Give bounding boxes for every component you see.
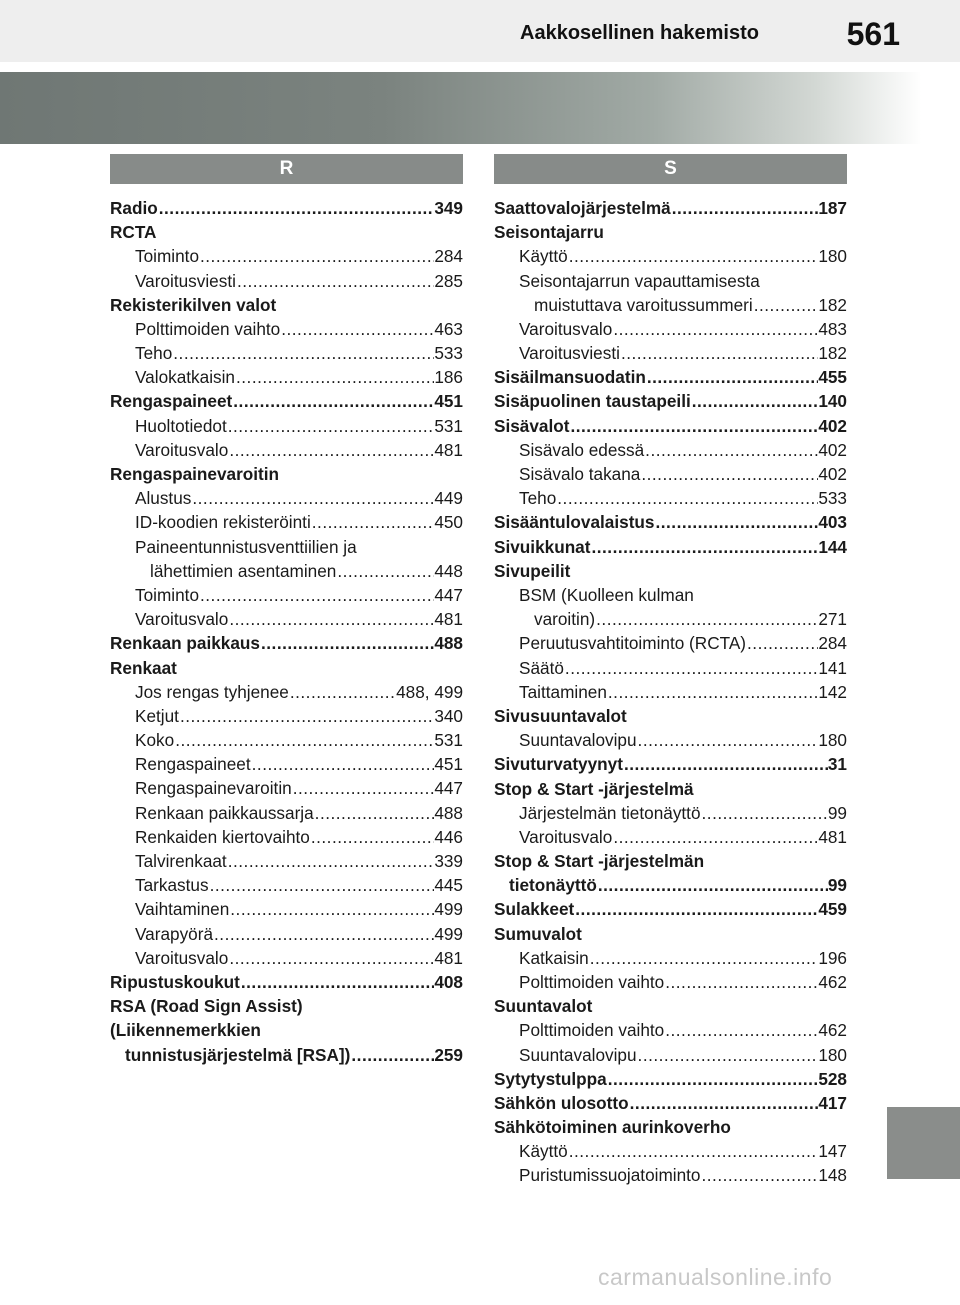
index-entry-term: Vaihtaminen: [135, 899, 230, 920]
index-entry-page: 403: [818, 512, 847, 533]
index-entry: [494, 897, 847, 921]
index-entry-page: 99: [827, 802, 847, 823]
index-entry: [110, 1043, 463, 1067]
index-entry-page: 447: [434, 778, 463, 799]
index-entry-term: Toiminto: [135, 246, 199, 267]
index-entry-page: 450: [434, 512, 463, 533]
index-entry: [494, 414, 847, 438]
index-entry: [494, 486, 847, 510]
index-entry: [494, 1018, 847, 1042]
index-entry-term: Sivuturvatyynyt: [494, 754, 623, 775]
index-entry-page: 528: [818, 1068, 847, 1089]
index-heading: Renkaat: [110, 657, 177, 678]
index-entry-term: Varoitusviesti: [519, 343, 620, 364]
index-entry-term: Polttimoiden vaihto: [519, 1020, 665, 1041]
index-entry-term: Suuntavalovipu: [519, 730, 637, 751]
index-entry-page: 182: [818, 294, 847, 315]
dot-leader: [179, 704, 434, 728]
dot-leader: [701, 1163, 819, 1187]
index-entry: [494, 946, 847, 970]
dot-leader: [701, 801, 828, 825]
index-entry-page: 340: [434, 705, 463, 726]
index-entry-page: 483: [818, 318, 847, 339]
index-entry-term: Sytytystulppa: [494, 1068, 607, 1089]
index-entry: [494, 1043, 847, 1067]
index-entry-term: Renkaan paikkaus: [110, 633, 260, 654]
dot-leader: [590, 535, 818, 559]
index-entry-page: 499: [434, 923, 463, 944]
index-list-r: [110, 196, 463, 1067]
index-entry: [110, 946, 463, 970]
index-entry: [494, 631, 847, 655]
index-entry-term: ID-koodien rekisteröinti: [135, 512, 311, 533]
index-entry-page: 144: [818, 536, 847, 557]
index-entry: [494, 293, 847, 317]
dot-leader: [228, 607, 434, 631]
index-entry-term: Teho: [135, 343, 173, 364]
index-entry-term: Sisääntulovalaistus: [494, 512, 655, 533]
dot-leader: [589, 946, 819, 970]
index-entry: [110, 849, 463, 873]
dot-leader: [280, 317, 434, 341]
dot-leader: [595, 607, 818, 631]
chapter-tab: [887, 1107, 960, 1179]
index-entry-term: Sähkön ulosotto: [494, 1092, 629, 1113]
index-entry: [494, 462, 847, 486]
index-entry-term: Alustus: [135, 488, 192, 509]
index-entry-page: 488: [434, 633, 463, 654]
index-entry: [110, 777, 463, 801]
index-entry: [110, 583, 463, 607]
index-subheading: Paineentunnistusventtiilien ja: [135, 536, 357, 557]
index-entry-page: 462: [818, 1020, 847, 1041]
index-entry: [110, 970, 463, 994]
index-entry: [494, 317, 847, 341]
index-entry-term: Taittaminen: [519, 681, 607, 702]
index-entry-page: 499: [434, 899, 463, 920]
dot-leader: [664, 970, 818, 994]
dot-leader: [310, 825, 434, 849]
index-entry-term: Tarkastus: [135, 875, 209, 896]
dot-leader: [209, 873, 435, 897]
index-subheading: BSM (Kuolleen kulman: [519, 585, 694, 605]
index-entry-page: 533: [434, 343, 463, 364]
index-entry: [110, 438, 463, 462]
dot-leader: [172, 341, 434, 365]
index-entry-term: Ketjut: [135, 705, 179, 726]
index-entry: [110, 244, 463, 268]
dot-leader: [251, 752, 435, 776]
index-entry: [110, 196, 463, 220]
index-entry-page: 455: [818, 367, 847, 388]
index-entry-term: varoitin): [534, 609, 596, 630]
dot-leader: [746, 631, 818, 655]
dot-leader: [607, 1067, 819, 1091]
index-entry-page: 459: [818, 899, 847, 920]
dot-leader: [691, 389, 819, 413]
index-entry: [110, 704, 463, 728]
index-heading: Sumuvalot: [494, 923, 582, 944]
dot-leader: [671, 196, 819, 220]
index-subheading: Seisontajarrun vapauttamisesta: [519, 270, 760, 291]
index-entry-page: 99: [827, 875, 847, 896]
dot-leader: [314, 801, 435, 825]
index-entry-page: 284: [434, 246, 463, 267]
index-entry-page: 481: [434, 609, 463, 630]
index-entry: [494, 970, 847, 994]
index-entry-term: Peruutusvahtitoiminto (RCTA): [519, 633, 747, 654]
index-heading: Suuntavalot: [494, 996, 593, 1017]
index-entry-term: Käyttö: [519, 1141, 568, 1162]
index-entry: [110, 825, 463, 849]
index-entry-term: Polttimoiden vaihto: [519, 971, 665, 992]
index-entry-term: Katkaisin: [519, 947, 589, 968]
index-entry-term: muistuttava varoitussummeri: [534, 294, 753, 315]
index-entry: [110, 559, 463, 583]
index-entry-page: 147: [818, 1141, 847, 1162]
index-heading: Seisontajarru: [494, 222, 604, 243]
index-entry-page: 446: [434, 826, 463, 847]
index-entry-term: Sisäilmansuodatin: [494, 367, 646, 388]
index-column-s: [494, 154, 847, 1188]
index-entry-term: Sivuikkunat: [494, 536, 591, 557]
index-entry: [110, 631, 463, 655]
index-entry: [110, 510, 463, 534]
index-entry-page: 271: [818, 609, 847, 630]
dot-leader: [229, 897, 434, 921]
index-heading: Stop & Start -järjestelmä: [494, 778, 694, 799]
dot-leader: [564, 656, 818, 680]
index-entry-term: Koko: [135, 730, 175, 751]
index-entry-page: 402: [818, 439, 847, 460]
index-entry-page: 463: [434, 318, 463, 339]
index-entry-page: 196: [818, 947, 847, 968]
index-entry-term: lähettimien asentaminen: [150, 560, 337, 581]
index-entry-page: 488: [434, 802, 463, 823]
index-entry-page: 285: [434, 270, 463, 291]
index-entry-term: Huoltotiedot: [135, 415, 227, 436]
index-entry: [110, 365, 463, 389]
index-entry: [110, 680, 463, 704]
index-entry: [494, 438, 847, 462]
index-entry-term: Valokatkaisin: [135, 367, 235, 388]
index-entry-term: Talvirenkaat: [135, 851, 227, 872]
dot-leader: [644, 438, 818, 462]
index-entry-term: Sulakkeet: [494, 899, 575, 920]
index-entry: [494, 1164, 847, 1188]
index-entry-term: Käyttö: [519, 246, 568, 267]
index-entry: [494, 365, 847, 389]
dot-leader: [191, 486, 434, 510]
index-entry-page: 284: [818, 633, 847, 654]
dot-leader: [232, 389, 434, 413]
index-entry-term: Rengaspaineet: [110, 391, 233, 412]
dot-leader: [199, 244, 434, 268]
index-entry-term: Renkaan paikkaussarja: [135, 802, 314, 823]
index-entry-term: Toiminto: [135, 584, 199, 605]
dot-leader: [158, 196, 435, 220]
index-entry-page: 531: [434, 415, 463, 436]
index-entry-term: Puristumissuojatoiminto: [519, 1165, 701, 1186]
index-entry: [494, 1067, 847, 1091]
dot-leader: [664, 1018, 818, 1042]
index-entry-page: 186: [434, 367, 463, 388]
index-entry-page: 182: [818, 343, 847, 364]
index-entry-term: Sisävalo edessä: [519, 439, 645, 460]
index-entry: [494, 390, 847, 414]
index-entry-term: Sisäpuolinen taustapeili: [494, 391, 691, 412]
dot-leader: [569, 414, 818, 438]
dot-leader: [236, 269, 434, 293]
index-entry: [110, 486, 463, 510]
index-entry: [494, 244, 847, 268]
index-entry: [494, 752, 847, 776]
section-header-s: S: [494, 154, 847, 184]
dot-leader: [292, 776, 435, 800]
dot-leader: [637, 1043, 819, 1067]
index-entry-page: 533: [818, 488, 847, 509]
index-entry: [494, 728, 847, 752]
dot-leader: [623, 752, 828, 776]
index-entry: [494, 535, 847, 559]
dot-leader: [199, 583, 434, 607]
index-entry-page: 180: [818, 1044, 847, 1065]
index-entry: [494, 801, 847, 825]
index-entry-term: Renkaiden kiertovaihto: [135, 826, 310, 847]
index-entry-term: Suuntavalovipu: [519, 1044, 637, 1065]
index-entry: [110, 341, 463, 365]
index-entry-term: Jos rengas tyhjenee: [135, 681, 289, 702]
dot-leader: [568, 1139, 819, 1163]
index-entry-term: Varoitusvalo: [135, 947, 229, 968]
index-entry-page: 349: [434, 197, 463, 218]
index-entry: [494, 825, 847, 849]
index-entry-term: Varoitusvalo: [135, 439, 229, 460]
index-entry: [110, 607, 463, 631]
index-entry-page: 481: [434, 439, 463, 460]
dot-leader: [228, 946, 434, 970]
dot-leader: [260, 631, 434, 655]
index-entry-page: 481: [434, 947, 463, 968]
dot-leader: [574, 897, 818, 921]
index-entry-page: 180: [818, 730, 847, 751]
dot-leader: [654, 510, 818, 534]
dot-leader: [612, 825, 818, 849]
dot-leader: [629, 1091, 819, 1115]
index-entry-page: 408: [434, 971, 463, 992]
index-entry: [110, 269, 463, 293]
dot-leader: [350, 1043, 434, 1067]
index-entry-term: Ripustuskoukut: [110, 971, 240, 992]
dot-leader: [240, 970, 434, 994]
index-entry-page: 449: [434, 488, 463, 509]
index-entry-term: Varoitusvalo: [135, 609, 229, 630]
index-entry: [494, 1091, 847, 1115]
index-heading: RCTA: [110, 222, 157, 243]
index-entry-page: 488, 499: [396, 681, 463, 702]
index-entry-page: 180: [818, 246, 847, 267]
index-entry: [110, 414, 463, 438]
dot-leader: [597, 873, 828, 897]
index-entry-page: 402: [818, 415, 847, 436]
dot-leader: [556, 486, 818, 510]
index-entry-term: Varapyörä: [135, 923, 214, 944]
dot-leader: [174, 728, 434, 752]
index-entry-page: 339: [434, 851, 463, 872]
index-heading: Stop & Start -järjestelmän: [494, 851, 705, 872]
decorative-banner: [0, 72, 960, 144]
dot-leader: [620, 341, 818, 365]
index-entry: [110, 897, 463, 921]
index-heading: (Liikennemerkkien: [110, 1020, 261, 1041]
index-column-r: [110, 154, 463, 1067]
dot-leader: [213, 922, 434, 946]
index-entry-page: 187: [818, 197, 847, 218]
dot-leader: [637, 728, 819, 752]
index-heading: Rengaspainevaroitin: [110, 464, 280, 485]
dot-leader: [227, 849, 435, 873]
dot-leader: [646, 365, 818, 389]
dot-leader: [607, 680, 818, 704]
index-entry: [110, 922, 463, 946]
index-entry-page: 259: [434, 1044, 463, 1065]
index-entry: [494, 680, 847, 704]
index-entry-page: 142: [818, 681, 847, 702]
index-entry-term: Rengaspaineet: [135, 754, 251, 775]
index-entry-term: Polttimoiden vaihto: [135, 318, 281, 339]
index-entry-page: 31: [827, 754, 847, 775]
index-entry: [110, 873, 463, 897]
index-entry-page: 448: [434, 560, 463, 581]
index-heading: Sivusuuntavalot: [494, 705, 627, 726]
index-entry-page: 148: [818, 1165, 847, 1186]
index-entry-page: 141: [818, 657, 847, 678]
index-entry-term: Saattovalojärjestelmä: [494, 197, 671, 218]
index-entry-term: Sisävalot: [494, 415, 570, 436]
index-entry: [110, 752, 463, 776]
watermark: carmanualsonline.info: [598, 1264, 833, 1290]
index-list-s: [494, 196, 847, 1188]
dot-leader: [640, 462, 818, 486]
dot-leader: [336, 559, 434, 583]
page-number: 561: [846, 16, 900, 52]
dot-leader: [568, 244, 819, 268]
index-entry-term: Radio: [110, 197, 158, 218]
dot-leader: [289, 680, 396, 704]
index-entry-term: Säätö: [519, 657, 564, 678]
dot-leader: [612, 317, 818, 341]
dot-leader: [311, 510, 435, 534]
index-entry: [494, 196, 847, 220]
index-entry-page: 402: [818, 464, 847, 485]
index-entry-term: Rengaspainevaroitin: [135, 778, 292, 799]
index-heading: RSA (Road Sign Assist): [110, 996, 303, 1017]
index-entry: [494, 510, 847, 534]
index-entry: [110, 317, 463, 341]
index-entry-term: Sisävalo takana: [519, 464, 641, 485]
section-header-r: R: [110, 154, 463, 184]
index-entry-page: 445: [434, 875, 463, 896]
index-entry-term: tietonäyttö: [509, 875, 597, 896]
index-entry-page: 531: [434, 730, 463, 751]
index-entry: [494, 873, 847, 897]
index-entry: [494, 607, 847, 631]
index-entry: [110, 728, 463, 752]
index-entry-term: Varoitusviesti: [135, 270, 236, 291]
index-entry-page: 447: [434, 584, 463, 605]
dot-leader: [227, 414, 435, 438]
index-entry-page: 451: [434, 754, 463, 775]
index-entry-term: Varoitusvalo: [519, 826, 613, 847]
index-entry: [494, 341, 847, 365]
index-entry: [110, 390, 463, 414]
index-entry: [110, 801, 463, 825]
index-heading: Sähkötoiminen aurinkoverho: [494, 1117, 731, 1138]
index-entry-page: 462: [818, 971, 847, 992]
index-entry: [494, 1139, 847, 1163]
index-entry-term: Varoitusvalo: [519, 318, 613, 339]
index-entry-page: 417: [818, 1092, 847, 1113]
index-entry: [494, 656, 847, 680]
index-entry-page: 481: [818, 826, 847, 847]
index-heading: Rekisterikilven valot: [110, 294, 277, 315]
index-entry-page: 140: [818, 391, 847, 412]
index-entry-page: 451: [434, 391, 463, 412]
header-title: Aakkosellinen hakemisto: [520, 22, 759, 44]
dot-leader: [235, 365, 434, 389]
index-heading: Sivupeilit: [494, 560, 571, 581]
index-entry-term: Teho: [519, 488, 557, 509]
index-entry-term: Järjestelmän tietonäyttö: [519, 802, 701, 823]
index-entry-term: tunnistusjärjestelmä [RSA]): [125, 1044, 351, 1065]
dot-leader: [753, 293, 819, 317]
dot-leader: [228, 438, 434, 462]
